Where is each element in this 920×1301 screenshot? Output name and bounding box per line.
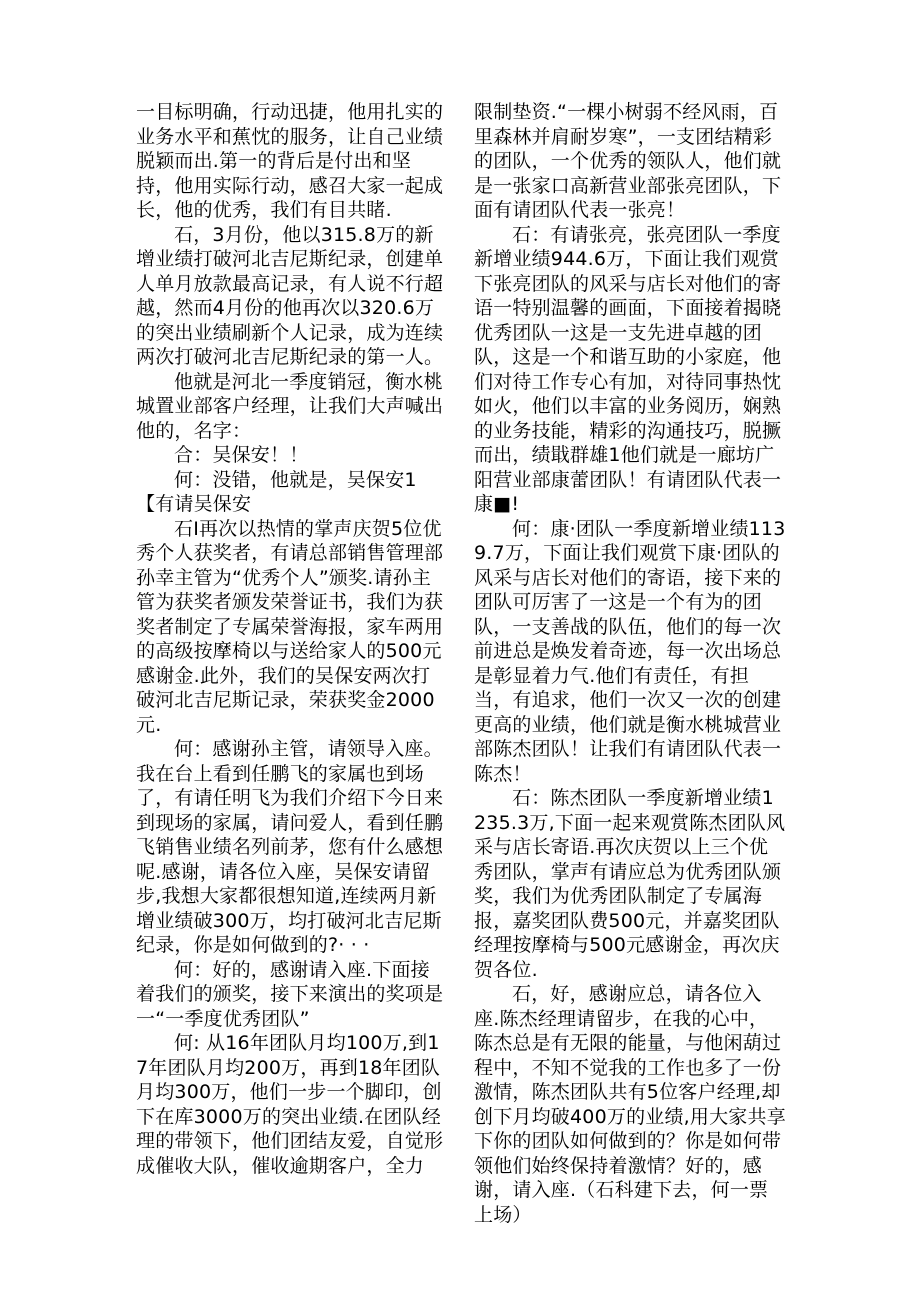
paragraph: 石，3月份，他以315.8万的新增业绩打破河北吉尼斯纪录，创建单人单月放款最高记录，有人说不行超越，然而4月份的他再次以320.6万的突出业绩刷新个人记录，成为连续两次打破河北吉尼斯纪录的第一人。 [136, 223, 444, 368]
paragraph: 石：陈杰团队一季度新增业绩1235.3万,下面一起来观赏陈杰团队风采与店长寄语.再次庆贺以上三个优秀团队，掌声有请应总为优秀团队颁奖，我们为优秀团队制定了专属海报，嘉奖团队费500元，并嘉奖团队经理按摩椅与500元感谢金，再次庆贺各位. [474, 787, 786, 981]
paragraph: 石I再次以热情的掌声庆贺5位优秀个人获奖者，有请总部销售管理部孙幸主管为“优秀个人”颁奖.请孙主管为获奖者颁发荣誉证书，我们为获奖者制定了专属荣誉海报，家车两用的高级按摩椅以与送给家人的500元感谢金.此外，我们的吴保安两次打破河北吉尼斯记录，荣获奖金2000元. [136, 517, 444, 736]
left-column [136, 100, 446, 1178]
paragraph: 一目标明确，行动迅捷，他用扎实的业务水平和蕉忱的服务，让自己业绩脱颖而出.第一的背后是付出和坚持，他用实际行动，感召大家一起成长，他的优秀，我们有目共睹. [136, 101, 444, 221]
paragraph: 石：有请张亮，张亮团队一季度新增业绩944.6万，下面让我们观赏下张亮团队的风采与店长对他们的寄语一特别温馨的画面，下面接着揭晓优秀团队一这是一支先进卓越的团队，这是一个和谐互助的小家庭，他们对待工作专心有加，对待同事热忱如火，他们以丰富的业务阅历，娴熟的业务技能，精彩的沟通技巧，脱撅而出，绩戢群雄1他们就是一廊坊广阳营业部康蕾团队！有请团队代表一康■! [474, 223, 782, 515]
paragraph: 【有请吴保安 [136, 493, 252, 515]
paragraph: 限制垫资.“一棵小树弱不经风雨，百里森林并肩耐岁寒”，一支团结精彩的团队，一个优秀的领队人，他们就是一张家口高新营业部张亮团队，下面有请团队代表一张亮！ [474, 101, 782, 221]
paragraph: 何：好的，感谢请入座.下面接着我们的颁奖，接下来演出的奖项是一“一季度优秀团队” [136, 958, 444, 1030]
paragraph: 合：吴保安！！ [174, 444, 309, 466]
paragraph: 石，好，感谢应总，请各位入座.陈杰经理请留步，在我的心中，陈杰总是有无限的能量，与他闲葫过程中，不知不觉我的工作也多了一份激情，陈杰团队共有5位客户经理,却创下月均破400万的业绩,用大家共享下你的团队如何做到的？你是如何带领他们始终保持着激情？好的，感谢，请入座.（石科建下去，何一票上场） [474, 983, 786, 1226]
paragraph: 他就是河北一季度销冠，衡水桃城置业部客户经理，让我们大声喊出他的，名字： [136, 370, 444, 442]
paragraph: 何：感谢孙主管，请领导入座。我在台上看到任鹏飞的家属也到场了，有请任明飞为我们介绍下今日来到现场的家属，请问爱人，看到任鹏飞销售业绩名列前茅，您有什么感想呢.感谢，请各位入座，吴保安请留步,我想大家都很想知道,连续两月新增业绩破300万，均打破河北吉尼斯纪录，你是如何做到的?· · · [136, 738, 444, 956]
paragraph: 何：没错，他就是，吴保安1 [174, 468, 417, 491]
paragraph: 何：康·团队一季度新增业绩1139.7万，下面让我们观赏下康·团队的风采与店长对他们的寄语，接下来的团队可厉害了一这是一个有为的团队，一支善战的队伍，他们的每一次前进总是焕发着奇迹，每一次出场总是彰显着力气.他们有责任，有担当，有追求，他们一次又一次的创建更高的业绩，他们就是衡水桃城营业部陈杰团队！让我们有请团队代表一陈杰！ [474, 517, 786, 785]
right-column [474, 100, 786, 1227]
paragraph: 何: 从16年团队月均100万,到17年团队月均200万，再到18年团队月均300万，他们一步一个脚印，创下在库3000万的突出业绩.在团队经理的带领下，他们团结友爱，自觉形成催收大队，催收逾期客户，全力 [136, 1032, 444, 1177]
